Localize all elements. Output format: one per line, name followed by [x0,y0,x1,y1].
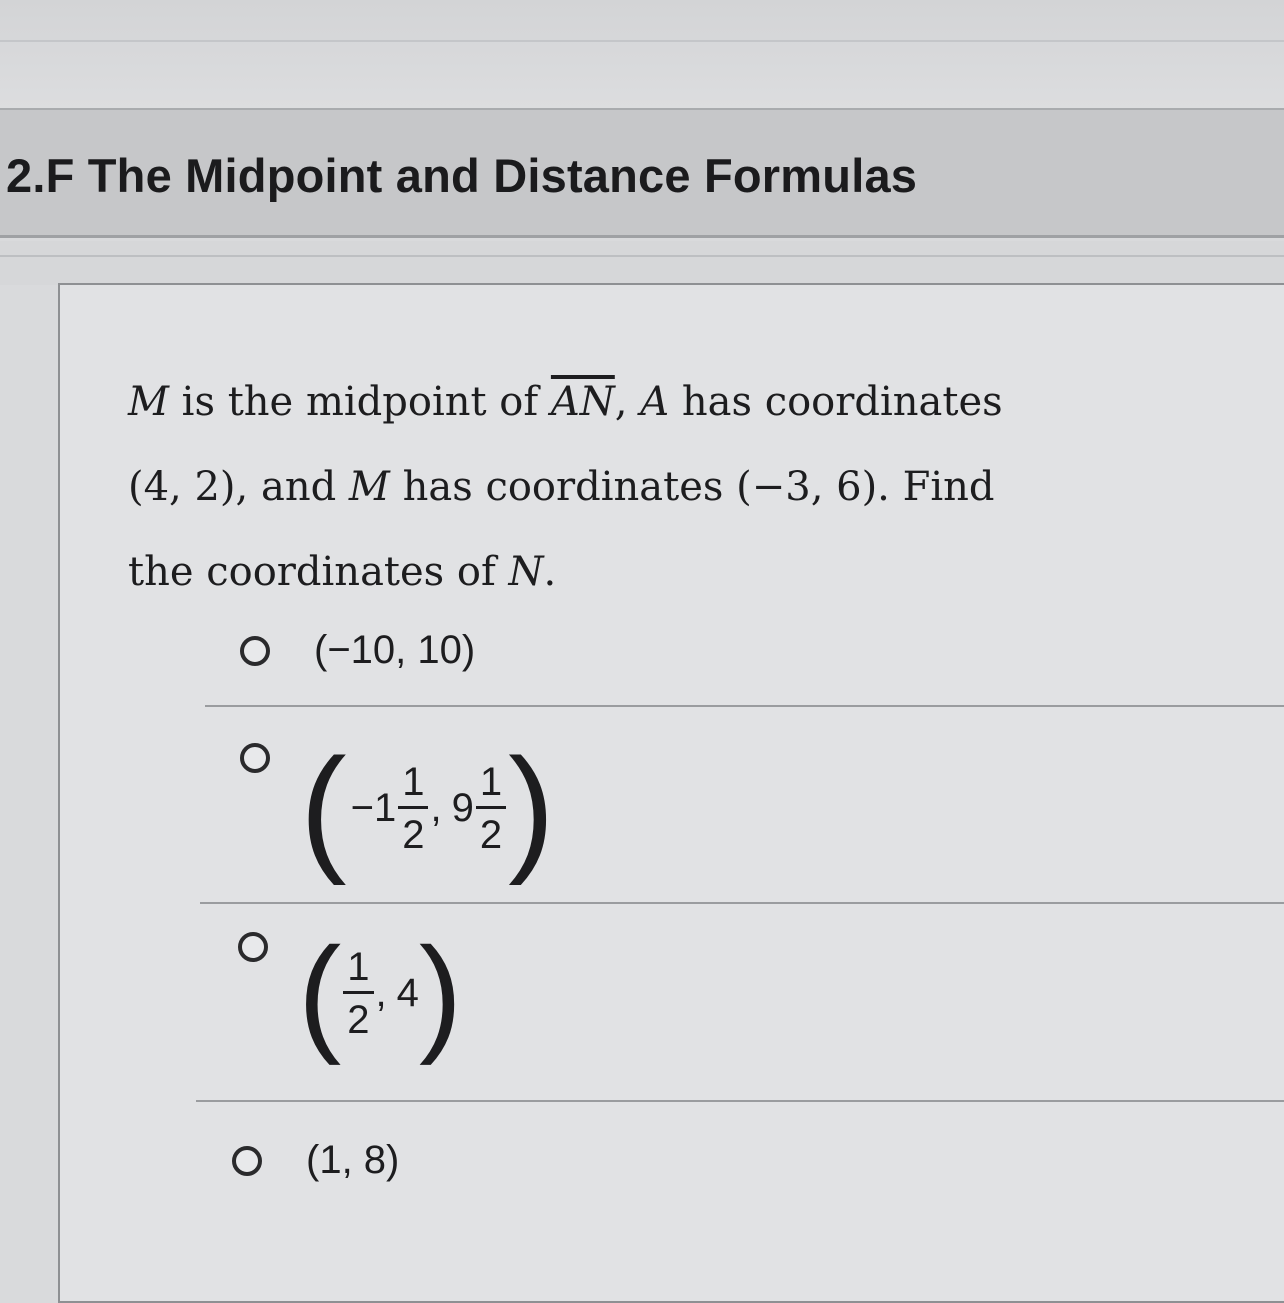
fraction [476,759,506,857]
left-paren: ( [300,729,347,886]
denominator: 2 [347,997,370,1042]
right-paren: ) [418,920,463,1066]
option-divider [205,705,1284,707]
question-fragment: has coordinates [669,379,1003,425]
option-b-expression [300,729,555,886]
radio-button-b[interactable] [240,743,270,773]
question-fragment: has coordinates (−3, 6). Find [389,464,995,510]
separator: , [375,971,387,1015]
answer-option-b[interactable] [240,729,555,886]
option-d-label: (1, 8) [306,1138,400,1182]
question-line-2 [128,445,1128,530]
radio-button-c[interactable] [238,932,268,962]
right-paren: ) [508,729,555,886]
segment-an: $\overline{AN}$ [550,379,615,425]
fraction [398,759,428,857]
numerator: 1 [476,762,506,809]
option-divider [196,1100,1284,1102]
top-divider [0,40,1284,42]
whole-part: 4 [396,971,419,1015]
option-divider [200,902,1284,904]
gap-divider [0,255,1284,257]
question-fragment: (4, 2), and [128,464,349,510]
section-header [0,110,1284,238]
left-paren: ( [298,920,342,1066]
answer-option-d[interactable] [232,1138,399,1183]
question-line-1 [128,360,1128,445]
var-n: N [508,549,544,595]
fraction [343,944,373,1042]
whole-part: −1 [350,786,397,830]
question-fragment: the coordinates of [128,549,509,595]
var-m: M [128,379,169,425]
question-text [128,360,1128,615]
var-a: A [640,379,670,425]
numerator: 1 [398,762,428,809]
option-a-label: (−10, 10) [314,628,476,672]
numerator: 1 [343,947,373,994]
question-line-3 [128,530,1128,615]
var-m: M [348,464,390,510]
denominator: 2 [402,812,425,857]
page-title: 2.F The Midpoint and Distance Formulas [6,149,918,202]
denominator: 2 [479,812,503,857]
radio-button-d[interactable] [232,1146,262,1176]
option-c-expression [298,920,463,1066]
question-fragment: is the midpoint of [168,379,551,425]
radio-button-a[interactable] [240,636,270,666]
whole-part: 9 [451,786,474,830]
header-gap [0,241,1284,285]
question-fragment: , [614,379,641,425]
answer-option-c[interactable] [238,920,463,1066]
separator: , [430,786,442,830]
browser-top-strip [0,0,1284,110]
question-fragment: . [543,549,557,595]
answer-option-a[interactable] [240,628,475,673]
